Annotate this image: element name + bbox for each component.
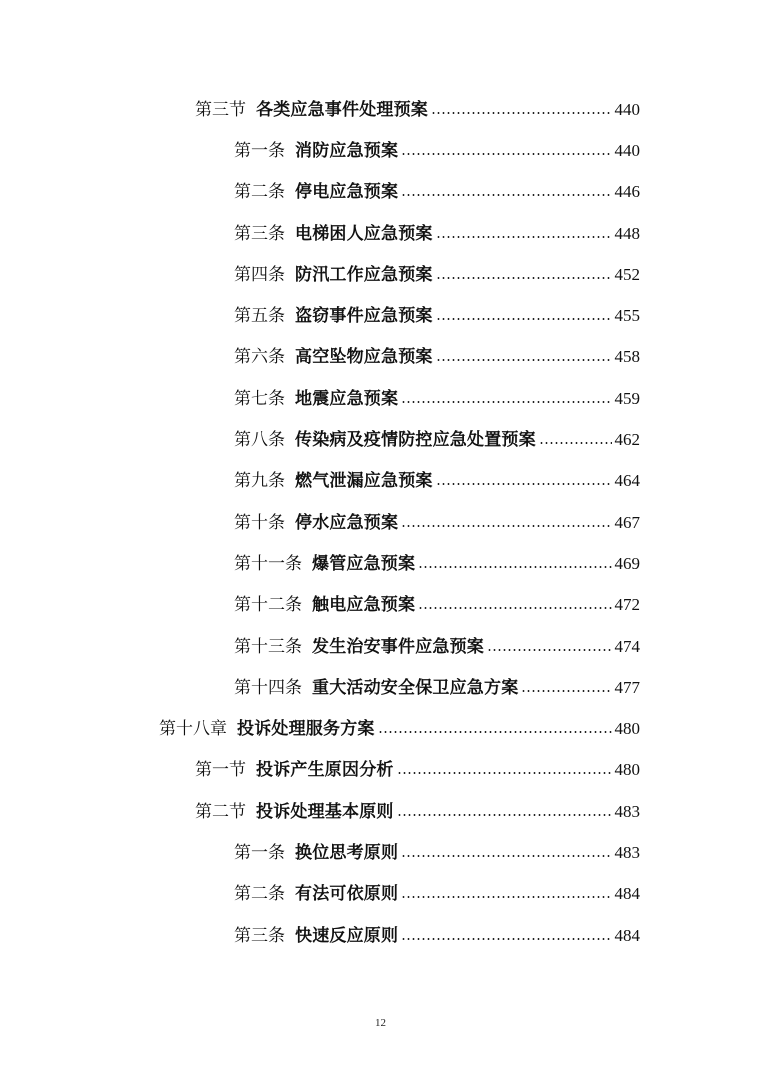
dot-leader (397, 814, 612, 816)
toc-entry-number: 第六条 (234, 347, 285, 368)
toc-entry-title: 触电应急预案 (312, 595, 416, 616)
toc-entry-page: 455 (614, 306, 640, 326)
toc-entry[interactable] (0, 213, 761, 254)
dot-leader (436, 318, 612, 320)
dot-leader (401, 194, 611, 196)
toc-entry[interactable] (0, 172, 761, 213)
toc-entry[interactable] (0, 626, 761, 667)
toc-entry-title: 爆管应急预案 (312, 553, 416, 574)
toc-entry-page: 483 (614, 842, 640, 862)
toc-entry-page: 459 (614, 388, 640, 408)
toc-entry-number: 第一条 (234, 140, 285, 161)
toc-entry-number: 第五条 (234, 306, 285, 327)
toc-entry-title: 消防应急预案 (295, 140, 399, 161)
toc-entry-number: 第八条 (234, 430, 285, 451)
toc-entry-title: 盗窃事件应急预案 (295, 306, 433, 327)
toc-entry[interactable] (0, 89, 761, 130)
toc-entry-page: 477 (614, 677, 640, 697)
dot-leader (539, 442, 612, 444)
table-of-contents (0, 89, 761, 956)
toc-entry-page: 440 (614, 99, 640, 119)
dot-leader (436, 359, 612, 361)
toc-entry-title: 高空坠物应急预案 (295, 347, 433, 368)
toc-entry[interactable] (0, 750, 761, 791)
toc-entry-title: 快速反应原则 (295, 925, 399, 946)
dot-leader (418, 607, 611, 609)
toc-entry-page: 472 (614, 595, 640, 615)
toc-entry-title: 重大活动安全保卫应急方案 (312, 677, 519, 698)
toc-entry-number: 第十一条 (234, 553, 302, 574)
dot-leader (401, 401, 611, 403)
dot-leader (521, 690, 611, 692)
dot-leader (401, 525, 611, 527)
toc-entry[interactable] (0, 915, 761, 956)
toc-entry-page: 440 (614, 140, 640, 160)
toc-entry-number: 第一节 (195, 760, 246, 781)
toc-entry-page: 469 (614, 553, 640, 573)
toc-entry-number: 第十八章 (159, 719, 227, 740)
dot-leader (397, 772, 612, 774)
toc-entry[interactable] (0, 130, 761, 171)
toc-entry-number: 第九条 (234, 471, 285, 492)
toc-entry[interactable] (0, 337, 761, 378)
toc-entry-title: 地震应急预案 (295, 388, 399, 409)
toc-entry-page: 464 (614, 471, 640, 491)
toc-entry[interactable] (0, 254, 761, 295)
toc-entry-number: 第七条 (234, 388, 285, 409)
toc-entry-number: 第十条 (234, 512, 285, 533)
dot-leader (378, 731, 612, 733)
toc-entry-title: 电梯困人应急预案 (295, 223, 433, 244)
toc-entry-number: 第十二条 (234, 595, 302, 616)
toc-entry-number: 第十三条 (234, 636, 302, 657)
toc-entry-title: 各类应急事件处理预案 (256, 99, 428, 120)
toc-entry[interactable] (0, 378, 761, 419)
toc-entry[interactable] (0, 543, 761, 584)
toc-entry-page: 467 (614, 512, 640, 532)
toc-entry-page: 458 (614, 347, 640, 367)
dot-leader (487, 649, 612, 651)
dot-leader (401, 855, 611, 857)
toc-entry[interactable] (0, 461, 761, 502)
toc-entry-title: 传染病及疫情防控应急处置预案 (295, 430, 536, 451)
dot-leader (401, 938, 611, 940)
toc-entry[interactable] (0, 832, 761, 873)
dot-leader (418, 566, 611, 568)
toc-entry-number: 第十四条 (234, 677, 302, 698)
toc-entry-page: 484 (614, 884, 640, 904)
dot-leader (431, 112, 612, 114)
toc-entry-title: 防汛工作应急预案 (295, 264, 433, 285)
toc-entry-page: 448 (614, 223, 640, 243)
toc-entry-title: 发生治安事件应急预案 (312, 636, 484, 657)
toc-entry-number: 第三条 (234, 925, 285, 946)
toc-entry-title: 停水应急预案 (295, 512, 399, 533)
toc-entry-number: 第三条 (234, 223, 285, 244)
toc-entry[interactable] (0, 667, 761, 708)
dot-leader (436, 236, 612, 238)
toc-entry-page: 484 (614, 925, 640, 945)
dot-leader (436, 277, 612, 279)
dot-leader (401, 153, 611, 155)
toc-entry-number: 第一条 (234, 842, 285, 863)
toc-entry-page: 446 (614, 182, 640, 202)
toc-entry-number: 第四条 (234, 264, 285, 285)
toc-entry-page: 480 (614, 719, 640, 739)
toc-entry-page: 474 (614, 636, 640, 656)
toc-entry[interactable] (0, 295, 761, 336)
toc-entry-page: 480 (614, 760, 640, 780)
toc-entry-page: 462 (614, 430, 640, 450)
toc-entry[interactable] (0, 585, 761, 626)
toc-entry-title: 有法可依原则 (295, 884, 399, 905)
toc-entry[interactable] (0, 791, 761, 832)
toc-entry-title: 投诉产生原因分析 (256, 760, 394, 781)
toc-entry-title: 停电应急预案 (295, 182, 399, 203)
dot-leader (401, 896, 611, 898)
toc-entry-number: 第二条 (234, 884, 285, 905)
toc-entry-page: 452 (614, 264, 640, 284)
toc-entry-title: 投诉处理基本原则 (256, 801, 394, 822)
toc-entry-number: 第三节 (195, 99, 246, 120)
toc-entry[interactable] (0, 708, 761, 749)
toc-entry-number: 第二条 (234, 182, 285, 203)
toc-entry-title: 投诉处理服务方案 (237, 719, 375, 740)
page-number: 12 (375, 1017, 386, 1029)
dot-leader (436, 483, 612, 485)
toc-entry[interactable] (0, 874, 761, 915)
toc-entry-page: 483 (614, 801, 640, 821)
toc-entry-title: 换位思考原则 (295, 842, 399, 863)
toc-entry[interactable] (0, 502, 761, 543)
toc-entry-number: 第二节 (195, 801, 246, 822)
toc-entry-title: 燃气泄漏应急预案 (295, 471, 433, 492)
toc-entry[interactable] (0, 419, 761, 460)
